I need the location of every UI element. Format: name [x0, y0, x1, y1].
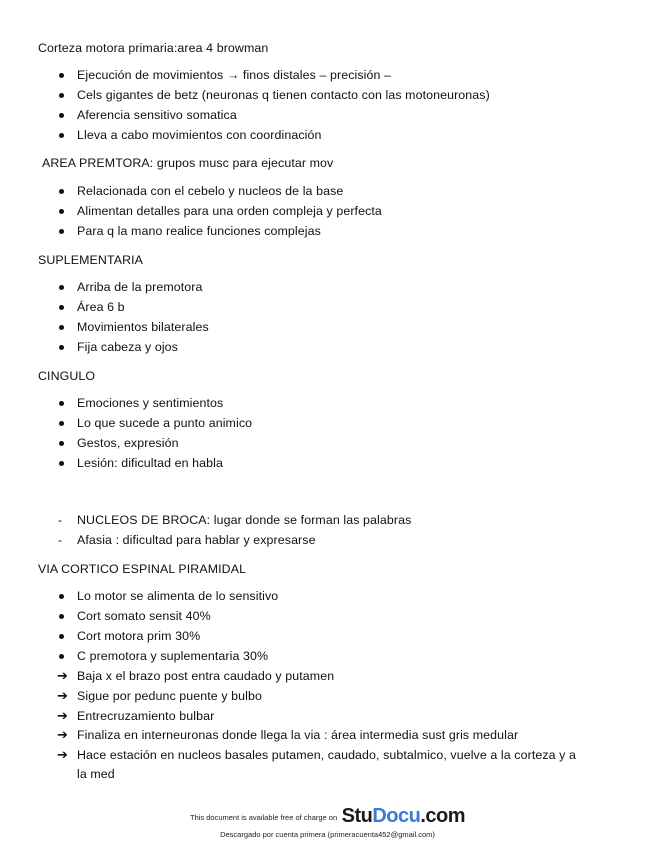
- dash-icon: -: [58, 513, 63, 527]
- bullet-icon: [59, 133, 64, 138]
- bullet-icon: [59, 345, 64, 350]
- logo-part: Stu: [341, 805, 373, 827]
- arrow-right-icon: ➔: [57, 727, 68, 742]
- logo-part: .com: [420, 805, 466, 827]
- list-item: Movimientos bilaterales: [77, 320, 209, 334]
- list-item: Cels gigantes de betz (neuronas q tienen contacto con las motoneuronas): [77, 88, 490, 102]
- dash-list-item: NUCLEOS DE BROCA: lugar donde se forman las palabras: [77, 513, 412, 527]
- list-item: Cort somato sensit 40%: [77, 609, 211, 623]
- arrow-list-item: Baja x el brazo post entra caudado y putamen: [77, 669, 335, 683]
- bullet-icon: [59, 461, 64, 466]
- list-item: Lesión: dificultad en habla: [77, 456, 223, 470]
- list-item: Lo motor se alimenta de lo sensitivo: [77, 589, 279, 603]
- logo-part: Docu: [372, 805, 421, 827]
- bullet-icon: [59, 401, 64, 406]
- arrow-list-item: Entrecruzamiento bulbar: [77, 709, 215, 723]
- dash-list-item: Afasia : dificultad para hablar y expresarse: [77, 533, 316, 547]
- list-item: Fija cabeza y ojos: [77, 340, 178, 354]
- arrow-right-icon: ➔: [57, 688, 68, 703]
- list-item: Cort motora prim 30%: [77, 629, 201, 643]
- arrow-list-item: Finaliza en interneuronas donde llega la via : área intermedia sust gris medular: [77, 728, 519, 742]
- bullet-icon: [59, 634, 64, 639]
- list-item: Para q la mano realice funciones complejas: [77, 224, 321, 238]
- bullet-icon: [59, 113, 64, 118]
- bullet-icon: [59, 305, 64, 310]
- studocu-footer-banner: [0, 804, 655, 828]
- arrow-list-item: Sigue por pedunc puente y bulbo: [77, 689, 262, 703]
- section-heading-motora-primaria: Corteza motora primaria:area 4 browman: [38, 41, 269, 55]
- bullet-icon: [59, 594, 64, 599]
- section-heading-via-piramidal: VIA CORTICO ESPINAL PIRAMIDAL: [38, 562, 247, 576]
- arrow-right-icon: ➔: [57, 708, 68, 723]
- bullet-icon: [59, 654, 64, 659]
- bullet-icon: [59, 93, 64, 98]
- section-heading-premotora: AREA PREMTORA: grupos musc para ejecutar mov: [42, 156, 334, 170]
- bullet-icon: [59, 189, 64, 194]
- list-item: Área 6 b: [77, 300, 125, 314]
- bullet-icon: [59, 421, 64, 426]
- list-item: Relacionada con el cebelo y nucleos de la base: [77, 184, 344, 198]
- list-item: C premotora y suplementaria 30%: [77, 649, 269, 663]
- list-item: Ejecución de movimientos → finos distales – precisión –: [77, 68, 392, 82]
- arrow-right-icon: ➔: [57, 668, 68, 683]
- list-item: Arriba de la premotora: [77, 280, 203, 294]
- list-item: Lo que sucede a punto animico: [77, 416, 253, 430]
- section-heading-cingulo: CINGULO: [38, 369, 96, 383]
- bullet-icon: [59, 73, 64, 78]
- bullet-icon: [59, 325, 64, 330]
- list-item: Alimentan detalles para una orden compleja y perfecta: [77, 204, 382, 218]
- bullet-icon: [59, 441, 64, 446]
- bullet-icon: [59, 285, 64, 290]
- arrow-list-item-continuation: la med: [77, 767, 115, 781]
- section-heading-suplementaria: SUPLEMENTARIA: [38, 253, 144, 267]
- arrow-list-item: Hace estación en nucleos basales putamen, caudado, subtalmico, vuelve a la corteza y a: [77, 748, 577, 762]
- download-notice: Descargado por cuenta primera (primeracuenta452@gmail.com): [220, 830, 435, 839]
- list-item: Gestos, expresión: [77, 436, 179, 450]
- dash-icon: -: [58, 533, 63, 547]
- bullet-icon: [59, 614, 64, 619]
- arrow-right-icon: ➔: [57, 747, 68, 762]
- bullet-icon: [59, 229, 64, 234]
- list-item: Aferencia sensitivo somatica: [77, 108, 237, 122]
- list-item: Lleva a cabo movimientos con coordinación: [77, 128, 322, 142]
- list-item: Emociones y sentimientos: [77, 396, 224, 410]
- studocu-logo[interactable]: [342, 805, 465, 827]
- bullet-icon: [59, 209, 64, 214]
- availability-notice: This document is available free of charge on: [189, 813, 338, 823]
